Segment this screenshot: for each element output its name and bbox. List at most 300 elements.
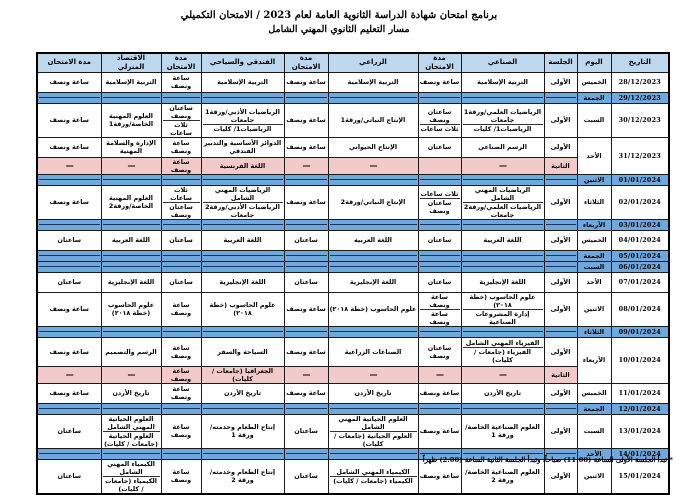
break-rule [103, 97, 160, 98]
duration-cell: ساعة ونصف [161, 337, 201, 366]
schedule-row [37, 72, 669, 92]
column-header: مدة الامتحان [418, 53, 461, 72]
subject-line: العلوم الحياتية المهني الشامل [338, 414, 408, 431]
day-cell: الأحد [577, 137, 611, 174]
duration-cell: ساعة ونصف [418, 383, 461, 403]
break-line-cell [418, 403, 461, 414]
break-line-cell [161, 174, 201, 185]
subject-line: الفيزياء المهني الشامل [465, 339, 540, 347]
break-rule [420, 97, 460, 98]
subject-cell-agricultural [328, 414, 418, 448]
session-cell: الأولى [544, 230, 577, 250]
break-rule [163, 255, 200, 256]
duration-cell: ساعة ونصف [161, 157, 201, 174]
break-rule [420, 179, 460, 180]
break-line-cell [101, 219, 161, 230]
dash-placeholder: — [65, 160, 73, 170]
subject-line: الكيمياء المهني الشامل [336, 467, 410, 476]
break-line-cell [284, 219, 328, 230]
break-rule [463, 224, 543, 225]
schedule-row [37, 292, 669, 326]
duration-cell: ساعة ونصف [37, 337, 101, 366]
schedule-row [37, 459, 669, 494]
break-line-cell [161, 261, 201, 272]
break-row [37, 174, 669, 185]
schedule-row [37, 383, 669, 403]
title-line-1: برنامج امتحان شهادة الدراسة الثانوية العامة لعام 2023 / الامتحان التكميلي [180, 10, 498, 21]
duration-cell [418, 185, 461, 219]
duration-cell: ساعة ونصف [161, 292, 201, 326]
break-line-cell [461, 326, 544, 337]
subject-cell-agricultural: الإنتاج الحيواني [328, 137, 418, 157]
session-cell: الثانية [544, 366, 577, 383]
break-rule [103, 453, 160, 454]
duration-cell [37, 366, 101, 383]
day-cell: الأحد [577, 272, 611, 292]
duration-cell: ساعتان [37, 272, 101, 292]
subject-cell-industrial: اللغة العربية [461, 230, 544, 250]
subject-cell-agricultural: علوم الحاسوب (خطة ٢٠١٨) [328, 292, 418, 326]
dash-placeholder: — [499, 160, 506, 170]
subject-line: ساعة ونصف [429, 292, 450, 309]
subject-line: الرياضيات1/ كليات [463, 124, 543, 133]
break-rule [330, 266, 417, 267]
subject-line: ساعتان ونصف [427, 107, 452, 124]
subject-cell-industrial [461, 103, 544, 137]
break-rule [420, 331, 460, 332]
column-header: اليوم [577, 53, 611, 72]
break-line-cell [37, 250, 101, 261]
dash-placeholder: — [302, 369, 310, 379]
break-line-cell [101, 174, 161, 185]
schedule-row [37, 337, 669, 366]
subject-cell-agricultural: الإنتاج النباتي/ورقة2 [328, 185, 418, 219]
document-title [159, 8, 519, 37]
subject-cell-industrial [461, 185, 544, 219]
subject-line: ثلاث ساعات [170, 185, 192, 202]
break-rule [39, 97, 100, 98]
break-line-cell [201, 92, 284, 103]
date-cell: 03/01/2024 [611, 219, 669, 230]
break-rule [546, 331, 576, 332]
subject-cell-agricultural: الصناعات الزراعية [328, 337, 418, 366]
subject-cell-industrial: الرسم الصناعي [461, 137, 544, 157]
date-cell: 12/01/2024 [611, 403, 669, 414]
session-cell: الأولى [544, 72, 577, 92]
subject-cell-hotel-tourism: إنتاج الطعام وخدمته/ورقة 1 [201, 414, 284, 448]
break-rule [203, 224, 283, 225]
duration-cell: ساعة ونصف [37, 72, 101, 92]
subject-cell-home-economics: الرسم والتصميم [101, 337, 161, 366]
subject-cell-hotel-tourism: التربية الإسلامية [201, 72, 284, 92]
schedule-row [37, 137, 669, 157]
break-rule [103, 224, 160, 225]
break-line-cell [201, 174, 284, 185]
break-line-cell [284, 250, 328, 261]
column-header: الجلسة [544, 53, 577, 72]
break-rule [463, 97, 543, 98]
session-cell: الأولى [544, 137, 577, 157]
break-line-cell [544, 174, 577, 185]
break-line-cell [37, 403, 101, 414]
subject-line: الكيمياء (جامعات / كليات) [103, 476, 160, 493]
exam-schedule-table [36, 52, 670, 495]
break-line-cell [544, 250, 577, 261]
break-line-cell [328, 326, 418, 337]
break-line-cell [161, 403, 201, 414]
dash-placeholder: — [302, 160, 310, 170]
duration-cell [418, 292, 461, 326]
day-cell: الأربعاء [577, 337, 611, 383]
date-cell: 10/01/2024 [611, 337, 669, 383]
break-rule [39, 331, 100, 332]
break-line-cell [161, 326, 201, 337]
duration-cell [284, 366, 328, 383]
break-rule [546, 224, 576, 225]
break-line-cell [418, 92, 461, 103]
break-rule [420, 255, 460, 256]
duration-cell: ساعتان ونصف [418, 337, 461, 366]
session-cell: الأولى [544, 292, 577, 326]
break-rule [39, 408, 100, 409]
schedule-row [37, 272, 669, 292]
duration-cell [418, 366, 461, 383]
schedule-row [37, 185, 669, 219]
break-rule [163, 331, 200, 332]
day-cell: السبت [577, 261, 611, 272]
subject-cell-home-economics [101, 414, 161, 448]
duration-cell: ساعتان [37, 459, 101, 494]
duration-cell [418, 157, 461, 174]
session-cell: الأولى [544, 414, 577, 448]
date-cell: 02/01/2024 [611, 185, 669, 219]
subject-line: ساعتان ونصف [163, 202, 200, 219]
duration-cell: ساعتان [284, 230, 328, 250]
duration-cell: ساعة ونصف [284, 185, 328, 219]
break-line-cell [461, 403, 544, 414]
day-cell: السبت [577, 103, 611, 137]
break-line-cell [544, 326, 577, 337]
break-rule [103, 266, 160, 267]
break-line-cell [418, 261, 461, 272]
subject-cell-industrial: العلوم الصناعية الخاصة/ورقة 2 [461, 459, 544, 494]
table-header [37, 53, 669, 72]
table-body [37, 72, 669, 494]
subject-cell-industrial: التربية الإسلامية [461, 72, 544, 92]
column-header: الصناعي [461, 53, 544, 72]
break-line-cell [37, 174, 101, 185]
date-cell: 01/01/2024 [611, 174, 669, 185]
subject-line: علوم الحاسوب (خطة ٢٠١٨) [469, 292, 536, 309]
break-rule [286, 255, 327, 256]
break-row [37, 261, 669, 272]
break-line-cell [101, 92, 161, 103]
subject-line: إدارة المشروعات الصناعية [463, 309, 543, 326]
subject-cell-home-economics: اللغة العربية [101, 230, 161, 250]
schedule-row [37, 414, 669, 448]
subject-cell-home-economics: العلوم المهنية الخاصة/ورقة2 [101, 185, 161, 219]
subject-cell-home-economics: اللغة الإنجليزية [101, 272, 161, 292]
subject-cell-hotel-tourism: اللغة الإنجليزية [201, 272, 284, 292]
break-rule [330, 224, 417, 225]
column-header: مدة الامتحان [284, 53, 328, 72]
break-line-cell [161, 250, 201, 261]
break-line-cell [101, 403, 161, 414]
duration-cell: ساعة ونصف [161, 72, 201, 92]
break-rule [286, 408, 327, 409]
break-line-cell [37, 92, 101, 103]
session-cell: الأولى [544, 383, 577, 403]
date-cell: 09/01/2024 [611, 326, 669, 337]
break-line-cell [544, 261, 577, 272]
session-cell: الأولى [544, 337, 577, 366]
break-line-cell [161, 92, 201, 103]
break-rule [203, 179, 283, 180]
subject-line: الرياضيات الأدبي/ورقة2 جامعات [203, 202, 283, 219]
schedule-row [37, 103, 669, 137]
break-rule [463, 331, 543, 332]
break-line-cell [284, 326, 328, 337]
break-rule [463, 179, 543, 180]
break-rule [286, 224, 327, 225]
break-rule [546, 453, 576, 454]
break-line-cell [284, 403, 328, 414]
break-rule [546, 408, 576, 409]
day-cell: الاثنين [577, 174, 611, 185]
break-rule [330, 331, 417, 332]
break-line-cell [284, 92, 328, 103]
break-line-cell [544, 403, 577, 414]
subject-cell-hotel-tourism: تاريخ الأردن [201, 383, 284, 403]
break-rule [330, 97, 417, 98]
break-rule [463, 453, 543, 454]
day-cell: الثلاثاء [577, 326, 611, 337]
day-cell: السبت [577, 414, 611, 448]
break-rule [420, 266, 460, 267]
break-line-cell [418, 326, 461, 337]
subject-line: الرياضيات المهني الشامل [474, 185, 531, 202]
duration-cell: ساعة ونصف [37, 383, 101, 403]
duration-cell: ساعة ونصف [284, 383, 328, 403]
break-line-cell [328, 403, 418, 414]
subject-cell-hotel-tourism: علوم الحاسوب (خطة ٢٠١٨) [201, 292, 284, 326]
break-rule [39, 224, 100, 225]
break-row [37, 250, 669, 261]
subject-cell-hotel-tourism: اللغة الفرنسية [201, 157, 284, 174]
break-rule [163, 224, 200, 225]
break-line-cell [328, 92, 418, 103]
duration-cell: ساعتان [418, 272, 461, 292]
column-header: الزراعي [328, 53, 418, 72]
duration-cell [161, 185, 201, 219]
break-line-cell [461, 219, 544, 230]
session-cell: الأولى [544, 459, 577, 494]
break-line-cell [284, 174, 328, 185]
subject-line: الرياضيات العلمي/ورقة1 جامعات [463, 107, 542, 124]
dash-placeholder: — [499, 369, 506, 379]
break-rule [203, 408, 283, 409]
break-rule [39, 266, 100, 267]
break-line-cell [101, 250, 161, 261]
date-cell: 13/01/2024 [611, 414, 669, 448]
duration-cell: ساعة ونصف [37, 137, 101, 157]
break-line-cell [37, 326, 101, 337]
subject-cell-agricultural: التربية الإسلامية [328, 72, 418, 92]
subject-cell-agricultural [328, 157, 418, 174]
date-cell: 04/01/2024 [611, 230, 669, 250]
duration-cell [418, 103, 461, 137]
break-line-cell [101, 326, 161, 337]
duration-cell: ساعة ونصف [37, 103, 101, 137]
duration-cell: ساعتان [161, 272, 201, 292]
break-rule [163, 408, 200, 409]
duration-cell: ساعة ونصف [161, 137, 201, 157]
subject-cell-hotel-tourism: الدوائر الأساسية والتدبير الفندقي [201, 137, 284, 157]
break-rule [163, 266, 200, 267]
break-line-cell [201, 261, 284, 272]
subject-cell-home-economics: الإدارة والسلامة المهنية [101, 137, 161, 157]
duration-cell: ساعة ونصف [284, 72, 328, 92]
date-cell: 08/01/2024 [611, 292, 669, 326]
date-cell: 05/01/2024 [611, 250, 669, 261]
session-cell: الأولى [544, 185, 577, 219]
break-rule [420, 224, 460, 225]
break-rule [463, 266, 543, 267]
break-rule [546, 179, 576, 180]
break-rule [163, 453, 200, 454]
duration-cell: ساعة ونصف [161, 383, 201, 403]
duration-cell: ساعتان [37, 414, 101, 448]
break-rule [103, 255, 160, 256]
break-line-cell [544, 92, 577, 103]
break-line-cell [37, 219, 101, 230]
date-cell: 30/12/2023 [611, 103, 669, 137]
subject-cell-industrial [461, 366, 544, 383]
schedule-row [37, 230, 669, 250]
subject-line: ساعة ونصف [420, 309, 460, 326]
break-rule [103, 179, 160, 180]
subject-cell-hotel-tourism: الجغرافيا (جامعات / كليات) [201, 366, 284, 383]
subject-cell-home-economics [101, 366, 161, 383]
column-header: التاريخ [611, 53, 669, 72]
title-line-2: مسار التعليم الثانوي المهني الشامل [268, 24, 410, 35]
subject-cell-industrial [461, 292, 544, 326]
day-cell: الأربعاء [577, 219, 611, 230]
subject-line: ثلاث ساعات [420, 124, 459, 133]
subject-cell-hotel-tourism: اللغة العربية [201, 230, 284, 250]
date-cell: 06/01/2024 [611, 261, 669, 272]
session-cell: الأولى [544, 103, 577, 137]
break-rule [546, 266, 576, 267]
subject-line: ثلاث ساعات [420, 189, 459, 198]
subject-line: ساعتان ونصف [420, 198, 460, 215]
break-rule [203, 97, 283, 98]
break-rule [286, 179, 327, 180]
duration-cell [161, 103, 201, 137]
duration-cell: ساعتان [418, 137, 461, 157]
duration-cell: ساعتان [418, 230, 461, 250]
subject-cell-industrial: تاريخ الأردن [461, 383, 544, 403]
break-rule [286, 266, 327, 267]
break-line-cell [328, 219, 418, 230]
dash-placeholder: — [436, 369, 443, 379]
break-line-cell [101, 261, 161, 272]
break-line-cell [461, 250, 544, 261]
subject-cell-hotel-tourism: السياحة والسفر [201, 337, 284, 366]
subject-line: الرياضيات1/ كليات [203, 124, 283, 133]
duration-cell: ساعة ونصف [37, 292, 101, 326]
subject-cell-agricultural: اللغة الإنجليزية [328, 272, 418, 292]
duration-cell: ساعتان [161, 230, 201, 250]
subject-cell-home-economics: العلوم المهنية الخاصة/ورقة1 [101, 103, 161, 137]
subject-line: ثلاث ساعات [163, 120, 200, 137]
duration-cell: ساعة ونصف [284, 137, 328, 157]
subject-cell-industrial [461, 157, 544, 174]
break-rule [546, 97, 576, 98]
duration-cell: ساعة ونصف [418, 459, 461, 494]
break-rule [286, 97, 327, 98]
subject-line: الرياضيات المهني الشامل [214, 185, 271, 202]
date-cell: 11/01/2024 [611, 383, 669, 403]
break-line-cell [328, 261, 418, 272]
break-rule [546, 255, 576, 256]
day-cell: الجمعة [577, 403, 611, 414]
duration-cell: ساعة ونصف [161, 366, 201, 383]
day-cell: الجمعة [577, 250, 611, 261]
subject-line: الكيمياء المهني الشامل [107, 459, 155, 476]
break-line-cell [461, 92, 544, 103]
day-cell: الخميس [577, 230, 611, 250]
subject-line: الفيزياء (جامعات / كليات) [463, 347, 543, 364]
break-rule [203, 255, 283, 256]
subject-cell-agricultural [328, 459, 418, 494]
break-line-cell [461, 174, 544, 185]
subject-cell-home-economics: التربية الإسلامية [101, 72, 161, 92]
break-line-cell [418, 250, 461, 261]
break-rule [463, 408, 543, 409]
schedule-row [37, 157, 669, 174]
column-header: الاقتصاد المنزلي [101, 53, 161, 72]
dash-placeholder: — [369, 369, 377, 379]
subject-cell-home-economics: علوم الحاسوب (خطة ٢٠١٨) [101, 292, 161, 326]
break-rule [330, 408, 417, 409]
break-rule [330, 453, 417, 454]
day-cell: الجمعة [577, 92, 611, 103]
break-line-cell [461, 261, 544, 272]
subject-line: العلوم الحياتية المهني الشامل [107, 414, 155, 431]
day-cell: الأحد [577, 448, 611, 459]
break-line-cell [544, 219, 577, 230]
duration-cell: ساعة ونصف [418, 414, 461, 448]
subject-cell-home-economics [101, 157, 161, 174]
break-rule [203, 266, 283, 267]
duration-cell: ساعتان [284, 414, 328, 448]
date-cell: 28/12/2023 [611, 72, 669, 92]
dash-placeholder: — [369, 160, 377, 170]
subject-line: ساعتان ونصف [169, 103, 193, 120]
dash-placeholder: — [65, 369, 73, 379]
break-row [37, 326, 669, 337]
subject-line: الرياضيات العلمي/ورقة2 جامعات [463, 202, 542, 219]
break-rule [286, 453, 327, 454]
break-rule [420, 453, 460, 454]
break-line-cell [201, 326, 284, 337]
break-rule [463, 255, 543, 256]
subject-cell-agricultural: اللغة العربية [328, 230, 418, 250]
duration-cell: ساعتان [37, 230, 101, 250]
break-rule [286, 331, 327, 332]
duration-cell [284, 157, 328, 174]
